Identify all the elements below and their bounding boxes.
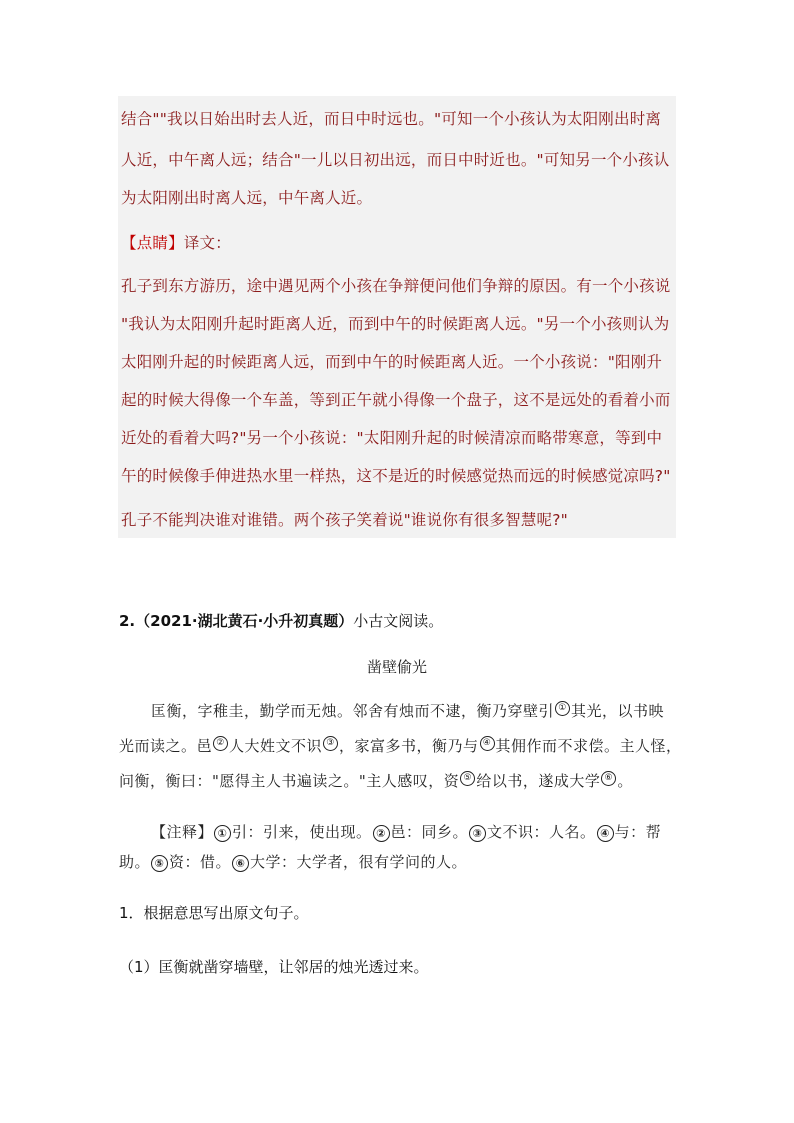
answer-line-2: 人近，中午离人远；结合"一儿以日初出远，而日中时近也。"可知另一个小孩认 (121, 151, 670, 169)
passage-text: 光而读之。邑 (119, 737, 213, 755)
note-number: ① (214, 825, 231, 842)
note-text: 大学：大学者，很有学问的人。 (250, 853, 468, 871)
answer-line-1: 结合""我以日始出时去人近，而日中时远也。"可知一个小孩认为太阳刚出时离 (121, 110, 662, 128)
note-number: ③ (469, 825, 486, 842)
passage-title: 凿壁偷光 (366, 658, 427, 676)
note-text: 邑：同乡。 (390, 823, 469, 841)
passage-text: ，家富多书，衡乃与 (339, 737, 479, 755)
question-heading (119, 610, 443, 631)
notes-line-2 (119, 851, 467, 872)
footnote-marker: ② (213, 736, 228, 751)
footnote-marker: ⑤ (460, 771, 475, 786)
tip-text: 译文： (183, 234, 231, 252)
question-prompt: 小古文阅读。 (353, 612, 444, 630)
note-text: 引：引来，使出现。 (232, 823, 372, 841)
translation-line-5: 近处的看着大吗?"另一个小孩说："太阳刚升起的时候清凉而略带寒意，等到中 (121, 429, 663, 447)
passage-line-1 (151, 700, 664, 721)
translation-line-1: 孔子到东方游历，途中遇见两个小孩在争辩便问他们争辩的原因。有一个小孩说 (121, 277, 671, 295)
footnote-marker: ① (555, 701, 570, 716)
note-text: 文不识：人名。 (487, 823, 596, 841)
task-1-heading: 1．根据意思写出原文句子。 (119, 904, 309, 922)
translation-line-3: 太阳刚升起的时候距离人远，而到中午的时候距离人近。一个小孩说："阳刚升 (121, 353, 663, 371)
footnote-marker: ⑥ (601, 771, 616, 786)
translation-line-7: 孔子不能判决谁对谁错。两个孩子笑着说"谁说你有很多智慧呢?" (121, 511, 568, 529)
note-number: ⑤ (151, 855, 168, 872)
passage-text: 其光，以书映 (571, 702, 665, 720)
note-number: ② (373, 825, 390, 842)
note-number: ④ (597, 825, 614, 842)
footnote-marker: ④ (480, 736, 495, 751)
question-number: 2. (119, 612, 136, 630)
passage-text: 问衡，衡曰："愿得主人书遍读之。"主人感叹，资 (119, 772, 460, 790)
passage-text: 给以书，遂成大学 (476, 772, 601, 790)
tip-label: 【点睛】 (121, 234, 184, 252)
passage-text: 匡衡，字稚圭，勤学而无烛。邻舍有烛而不逮，衡乃穿壁引 (151, 702, 555, 720)
translation-line-4: 起的时候大得像一个车盖，等到正午就小得像一个盘子，这不是远处的看着小而 (121, 391, 671, 409)
passage-text: 其佣作而不求偿。主人怪， (495, 737, 682, 755)
note-number: ⑥ (232, 855, 249, 872)
question-source: （2021·湖北黄石·小升初真题） (135, 612, 354, 630)
footnote-marker: ③ (323, 736, 338, 751)
note-text: 资：借。 (169, 853, 232, 871)
answer-line-3: 为太阳刚出时离人远，中午离人近。 (121, 189, 373, 207)
translation-line-6: 午的时候像手伸进热水里一样热，这不是近的时候感觉热而远的时候感觉凉吗?" (121, 467, 671, 485)
note-text: 与：帮 (614, 823, 662, 841)
translation-line-2: "我认为太阳刚升起时距离人近，而到中午的时候距离人远。"另一个小孩则认为 (121, 315, 670, 333)
notes-line-1 (151, 821, 661, 842)
passage-text: 人大姓文不识 (229, 737, 323, 755)
note-text: 助。 (119, 853, 151, 871)
task-1-1-prompt: （1）匡衡就凿穿墙壁，让邻居的烛光透过来。 (119, 958, 429, 976)
passage-line-2 (119, 735, 682, 756)
notes-label: 【注释】 (151, 823, 214, 841)
passage-text: 。 (617, 772, 633, 790)
passage-line-3 (119, 770, 633, 791)
tip-heading (121, 231, 231, 253)
